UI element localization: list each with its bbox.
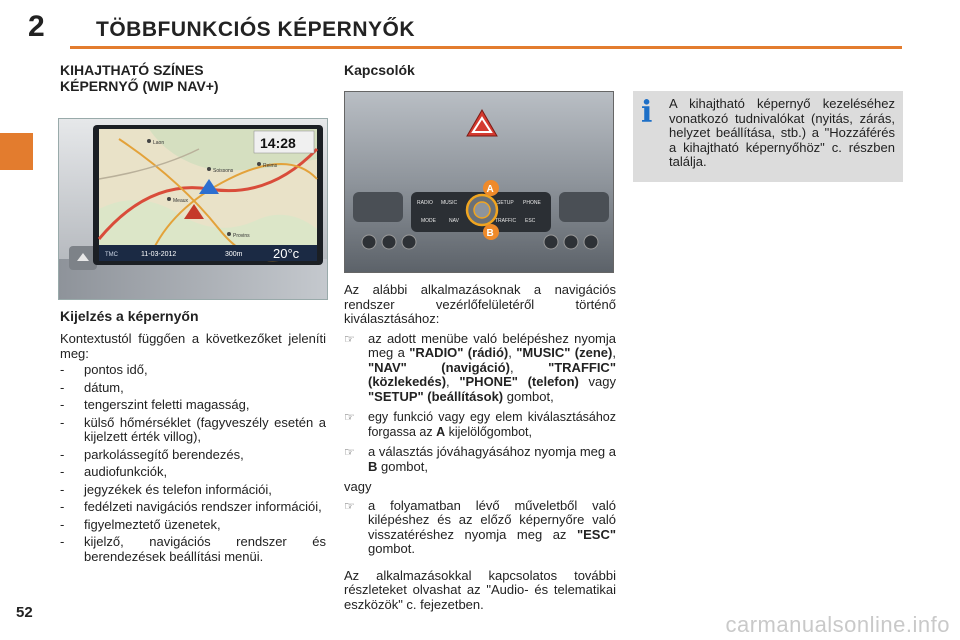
controls-intro: Az alábbi alkalmazásoknak a navigációs rendszer vezérlőfelületéről történő kiválasztásához: (344, 282, 616, 326)
list-item: - dátum, (60, 381, 326, 396)
esc-key-label: "ESC" (576, 526, 616, 542)
step-text-end: gombot, (503, 388, 554, 404)
list-item: - jegyzékek és telefon információi, (60, 483, 326, 498)
list-item: - pontos idő, (60, 363, 326, 378)
screen-distance: 300m (225, 251, 243, 258)
controls-column (344, 283, 616, 612)
svg-text:Laon: Laon (153, 140, 165, 146)
radio-key-label: "RADIO" (rádió) (409, 345, 509, 360)
svg-text:Meaux: Meaux (173, 198, 189, 204)
list-item: - külső hőmérséklet (fagyveszély esetén a kijelzett érték villog), (60, 416, 326, 445)
display-screen-illustration (59, 119, 328, 300)
screen-time: 14:28 (260, 135, 296, 151)
step-text-end: gombot. (368, 541, 415, 556)
info-text: A kihajtható képernyő kezeléséhez vonatkozó tudnivalókat (nyitás, zárás, helyzet beállítása, stb.) a "Hozzáférés a kihajtható képernyőhöz" c. részben találja. (669, 96, 895, 169)
controls-btn-setup: SETUP (497, 200, 514, 206)
controls-marker-a: A (486, 184, 494, 195)
step-text: a folyamatban lévő műveletből való kilépéshez és az előző képernyőre való visszatéréshez nyomja meg az (368, 497, 616, 542)
step-text: a választás jóváhagyásához nyomja meg a (368, 444, 616, 459)
hand-pointer-icon: ☞ (344, 498, 355, 513)
setup-key-label: "SETUP" (beállítások) (368, 388, 504, 404)
separator: , (508, 345, 517, 360)
chapter-number: 2 (28, 10, 45, 43)
section-title-line-2: KÉPERNYŐ (WIP NAV+) (60, 78, 219, 94)
knob-a-label: A (436, 424, 446, 439)
list-item: - tengerszint feletti magasság, (60, 398, 326, 413)
controls-btn-mode: MODE (421, 218, 436, 224)
display-items-list (60, 363, 326, 564)
music-key-label: "MUSIC" (zene) (516, 345, 613, 360)
screen-date: 11-03-2012 (141, 251, 177, 258)
phone-key-label: "PHONE" (telefon) (459, 374, 579, 389)
page-number: 52 (16, 604, 33, 621)
chapter-side-tab (0, 133, 33, 170)
controls-steps-list (344, 332, 616, 475)
section-title-line-1: KIHAJTHATÓ SZÍNES (60, 62, 204, 78)
step-text: egy funkció vagy egy elem kiválasztásához forgassa az (368, 410, 616, 439)
footer-watermark: carmanualsonline.info (725, 612, 950, 637)
controls-panel-photo (344, 91, 614, 273)
list-item (344, 332, 616, 405)
controls-outro: Az alkalmazásokkal kapcsolatos további részleteket olvashat az "Audio- és telematikai eszközök" c. fejezetben. (344, 567, 616, 612)
list-item: - figyelmeztető üzenetek, (60, 518, 326, 533)
step-text-end: gombot, (377, 458, 428, 474)
list-item: - kijelző, navigációs rendszer és berendezések beállítási menüi. (60, 535, 326, 564)
controls-steps-list-2 (344, 499, 616, 557)
controls-marker-b: B (486, 228, 494, 239)
knob-b-label: B (368, 458, 378, 474)
chapter-divider (70, 46, 902, 49)
list-item: - parkolássegítő berendezés, (60, 448, 326, 463)
traffic-key-label: "TRAFFIC" (közlekedés) (368, 359, 616, 389)
chapter-title: TÖBBFUNKCIÓS KÉPERNYŐK (96, 18, 416, 41)
hand-pointer-icon: ☞ (344, 410, 355, 424)
list-item: - fedélzeti navigációs rendszer információi, (60, 500, 326, 515)
screen-tmc: TMC (105, 252, 118, 258)
display-screen-photo (58, 118, 328, 300)
step-text: az adott menübe való belépéshez nyomja meg a (368, 330, 616, 360)
hand-pointer-icon: ☞ (344, 331, 355, 346)
controls-subheading: Kapcsolók (344, 62, 415, 78)
separator: , (446, 374, 460, 389)
display-subheading: Kijelzés a képernyőn (60, 308, 199, 324)
svg-text:Provins: Provins (233, 233, 250, 239)
or-word: vagy (344, 479, 372, 494)
display-intro: Kontextustól függően a következőket jeleníti meg: (60, 331, 326, 361)
controls-btn-radio: RADIO (417, 200, 433, 206)
controls-btn-esc: ESC (525, 218, 536, 224)
section-title (60, 62, 219, 94)
list-item (344, 499, 616, 557)
controls-panel-illustration (345, 92, 614, 273)
svg-text:Soissons: Soissons (213, 168, 234, 174)
info-box (633, 91, 903, 182)
list-item (344, 410, 616, 439)
controls-btn-music: MUSIC (441, 200, 458, 206)
svg-text:Reims: Reims (263, 163, 278, 169)
controls-btn-traffic: TRAFFIC (495, 218, 517, 224)
list-item: - audiofunkciók, (60, 465, 326, 480)
screen-temperature: 20°c (273, 246, 300, 261)
list-item (344, 445, 616, 474)
step-text-end: kijelölőgombot, (445, 424, 532, 439)
info-icon: i (641, 95, 653, 130)
controls-btn-phone: PHONE (523, 200, 541, 206)
display-info-column (60, 332, 326, 567)
or-text: vagy (578, 374, 616, 389)
separator: , (509, 359, 549, 375)
controls-btn-nav: NAV (449, 218, 459, 224)
separator: , (612, 345, 616, 360)
hand-pointer-icon: ☞ (344, 445, 355, 459)
nav-key-label: "NAV" (navigáció) (368, 359, 510, 375)
